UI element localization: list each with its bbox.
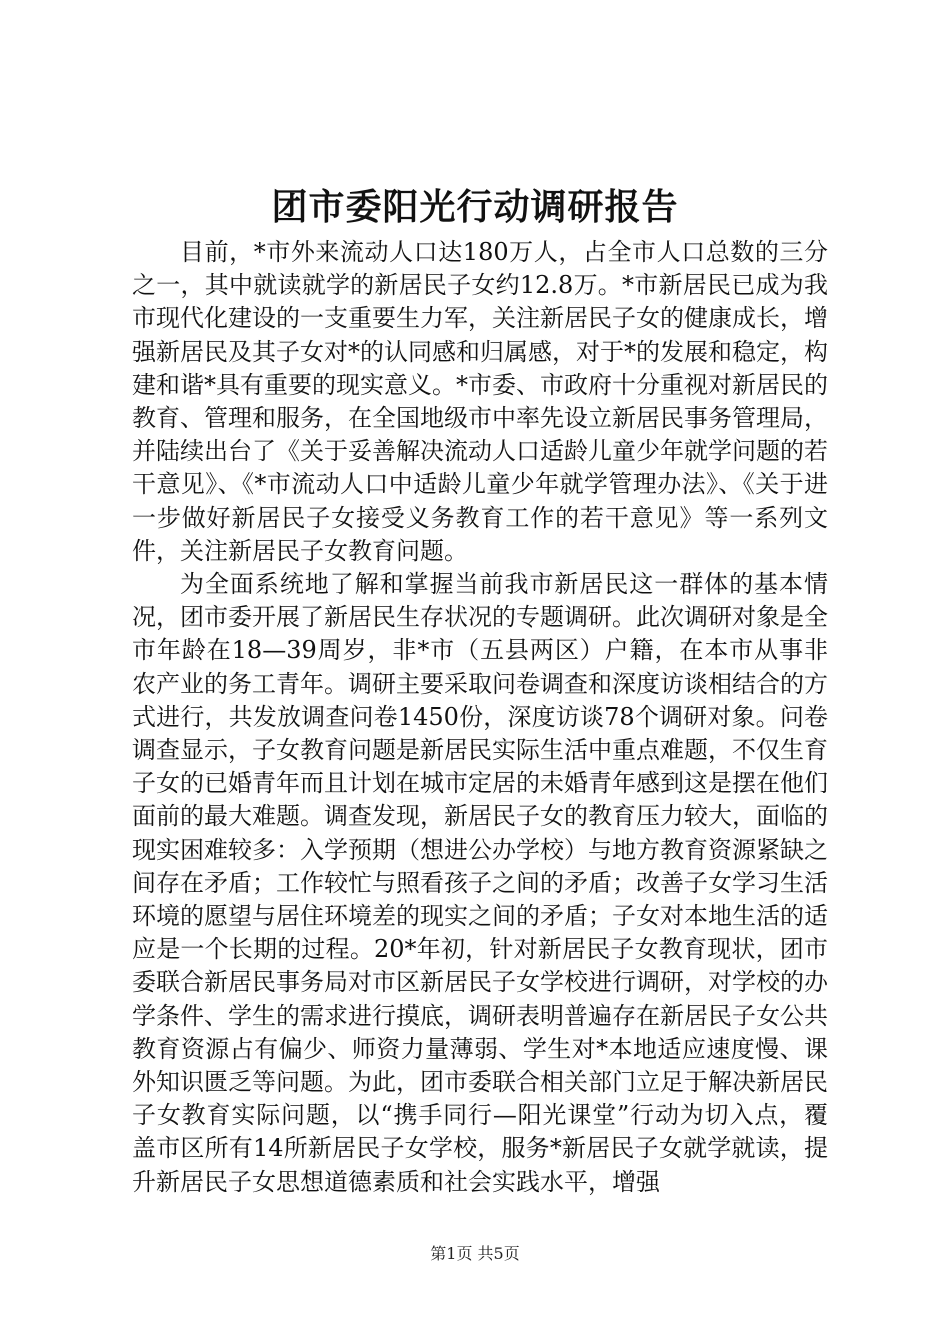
body-paragraph-2: 为全面系统地了解和掌握当前我市新居民这一群体的基本情况，团市委开展了新居民生存状况的专题调研。此次调研对象是全市年龄在18—39周岁，非*市（五县两区）户籍，在本市从事非农产业的务工青年。调研主要采取问卷调查和深度访谈相结合的方式进行，共发放调查问卷1450份，深度访谈78个调研对象。问卷调查显示，子女教育问题是新居民实际生活中重点难题，不仅生育子女的已婚青年而且计划在城市定居的未婚青年感到这是摆在他们面前的最大难题。调查发现，新居民子女的教育压力较大，面临的现实困难较多：入学预期（想进公办学校）与地方教育资源紧缺之间存在矛盾；工作较忙与照看孩子之间的矛盾；改善子女学习生活环境的愿望与居住环境差的现实之间的矛盾；子女对本地生活的适应是一个长期的过程。20*年初，针对新居民子女教育现状，团市委联合新居民事务局对市区新居民子女学校进行调研，对学校的办学条件、学生的需求进行摸底，调研表明普遍存在新居民子女公共教育资源占有偏少、师资力量薄弱、学生对*本地适应速度慢、课外知识匮乏等问题。为此，团市委联合相关部门立足于解决新居民子女教育实际问题，以“携手同行—阳光课堂”行动为切入点，覆盖市区所有14所新居民子女学校，服务*新居民子女就学就读，提升新居民子女思想道德素质和社会实践水平，增强: [132, 570, 828, 1196]
body-paragraph-1: 目前，*市外来流动人口达180万人，占全市人口总数的三分之一，其中就读就学的新居民子女约12.8万。*市新居民已成为我市现代化建设的一支重要生力军，关注新居民子女的健康成长，增强新居民及其子女对*的认同感和归属感，对于*的发展和稳定，构建和谐*具有重要的现实意义。*市委、市政府十分重视对新居民的教育、管理和服务，在全国地级市中率先设立新居民事务管理局，并陆续出台了《关于妥善解决流动人口适龄儿童少年就学问题的若干意见》、《*市流动人口中适龄儿童少年就学管理办法》、《关于进一步做好新居民子女接受义务教育工作的若干意见》等一系列文件，关注新居民子女教育问题。: [132, 238, 828, 565]
document-title: 团市委阳光行动调研报告: [271, 186, 679, 228]
page-footer: 第1页 共5页: [430, 1244, 520, 1263]
document-body: [132, 236, 828, 1199]
